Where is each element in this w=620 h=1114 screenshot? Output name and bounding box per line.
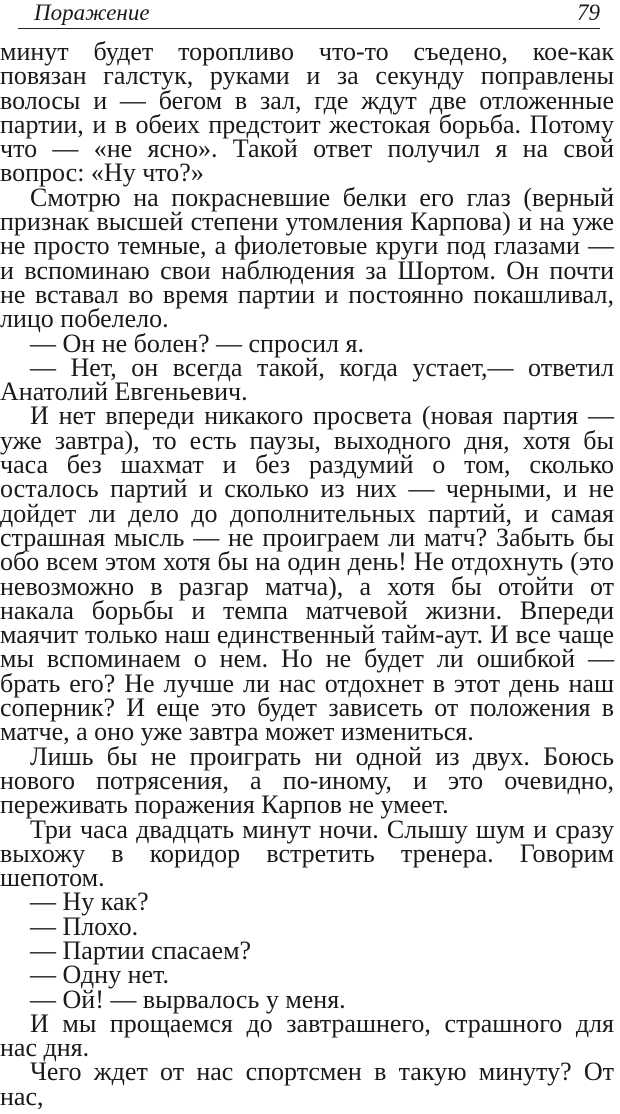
dialogue-line: — Плохо.: [30, 911, 139, 941]
body-text: [0, 37, 614, 1111]
running-title: Поражение: [34, 0, 150, 25]
dialogue-line: — Ну как?: [30, 887, 149, 917]
paragraph: Три часа двадцать минут ночи. Слышу шум и сразу выхожу в коридор встретить тренера. Говорим шепотом.: [0, 814, 614, 893]
paragraph: Лишь бы не проиграть ни одной из двух. Боюсь нового потрясения, а по-иному, и это очевидно, переживать поражения Карпов не умеет.: [0, 741, 614, 820]
paragraph: Чего ждет от нас спортсмен в такую минуту? От нас,: [0, 1057, 614, 1111]
dialogue-line: — Одну нет.: [30, 960, 169, 990]
dialogue-line: — Нет, он всегда такой, когда устает,— ответил Анатолий Евгеньевич.: [0, 352, 614, 407]
dialogue-line: — Партии спасаем?: [30, 935, 252, 965]
dialogue-line: — Ой! — вырвалось у меня.: [30, 984, 346, 1014]
paragraph: минут будет торопливо что-то съедено, кое-как повязан галстук, руками и за секунду поправлены волосы и — бегом в зал, где ждут две отложенные партии, и в обеих предстоит жестокая борьба. Потому что — «не ясно». Такой ответ получил я на свой вопрос: «Ну что?»: [0, 37, 614, 188]
paragraph: И мы прощаемся до завтрашнего, страшного для нас дня.: [0, 1008, 614, 1063]
paragraph: И нет впереди никакого просвета (новая партия — уже завтра), то есть паузы, выходного дня, хотя бы часа без шахмат и без раздумий о том, сколько осталось партий и сколько из них — черными, и не дойдет ли дело до дополнительных партий, и самая страшная мысль — не проиграем ли матч? Забыть бы обо всем этом хотя бы на один день! Не отдохнуть (это невозможно в разгар матча), а хотя бы отойти от накала борьбы и темпа матчевой жизни. Впереди маячит только наш единственный тайм-аут. И все чаще мы вспоминаем о нем. Но не будет ли ошибкой — брать его? Не лучше ли нас отдохнет в этот день наш соперник? И еще это будет зависеть от положения в матче, а оно уже завтра может измениться.: [0, 401, 614, 747]
page-header: [18, 0, 600, 30]
page-number: 79: [577, 0, 600, 25]
paragraph: Смотрю на покрасневшие белки его глаз (верный признак высшей степени утомления Карпова) и на уже не просто темные, а фиолетовые круги под глазами — и вспоминаю свои наблюдения за Шортом. Он почти не вставал во время партии и постоянно покашливал, лицо побелело.: [0, 182, 614, 334]
dialogue-line: — Он не болен? — спросил я.: [30, 328, 364, 358]
header-rule: [18, 28, 600, 29]
